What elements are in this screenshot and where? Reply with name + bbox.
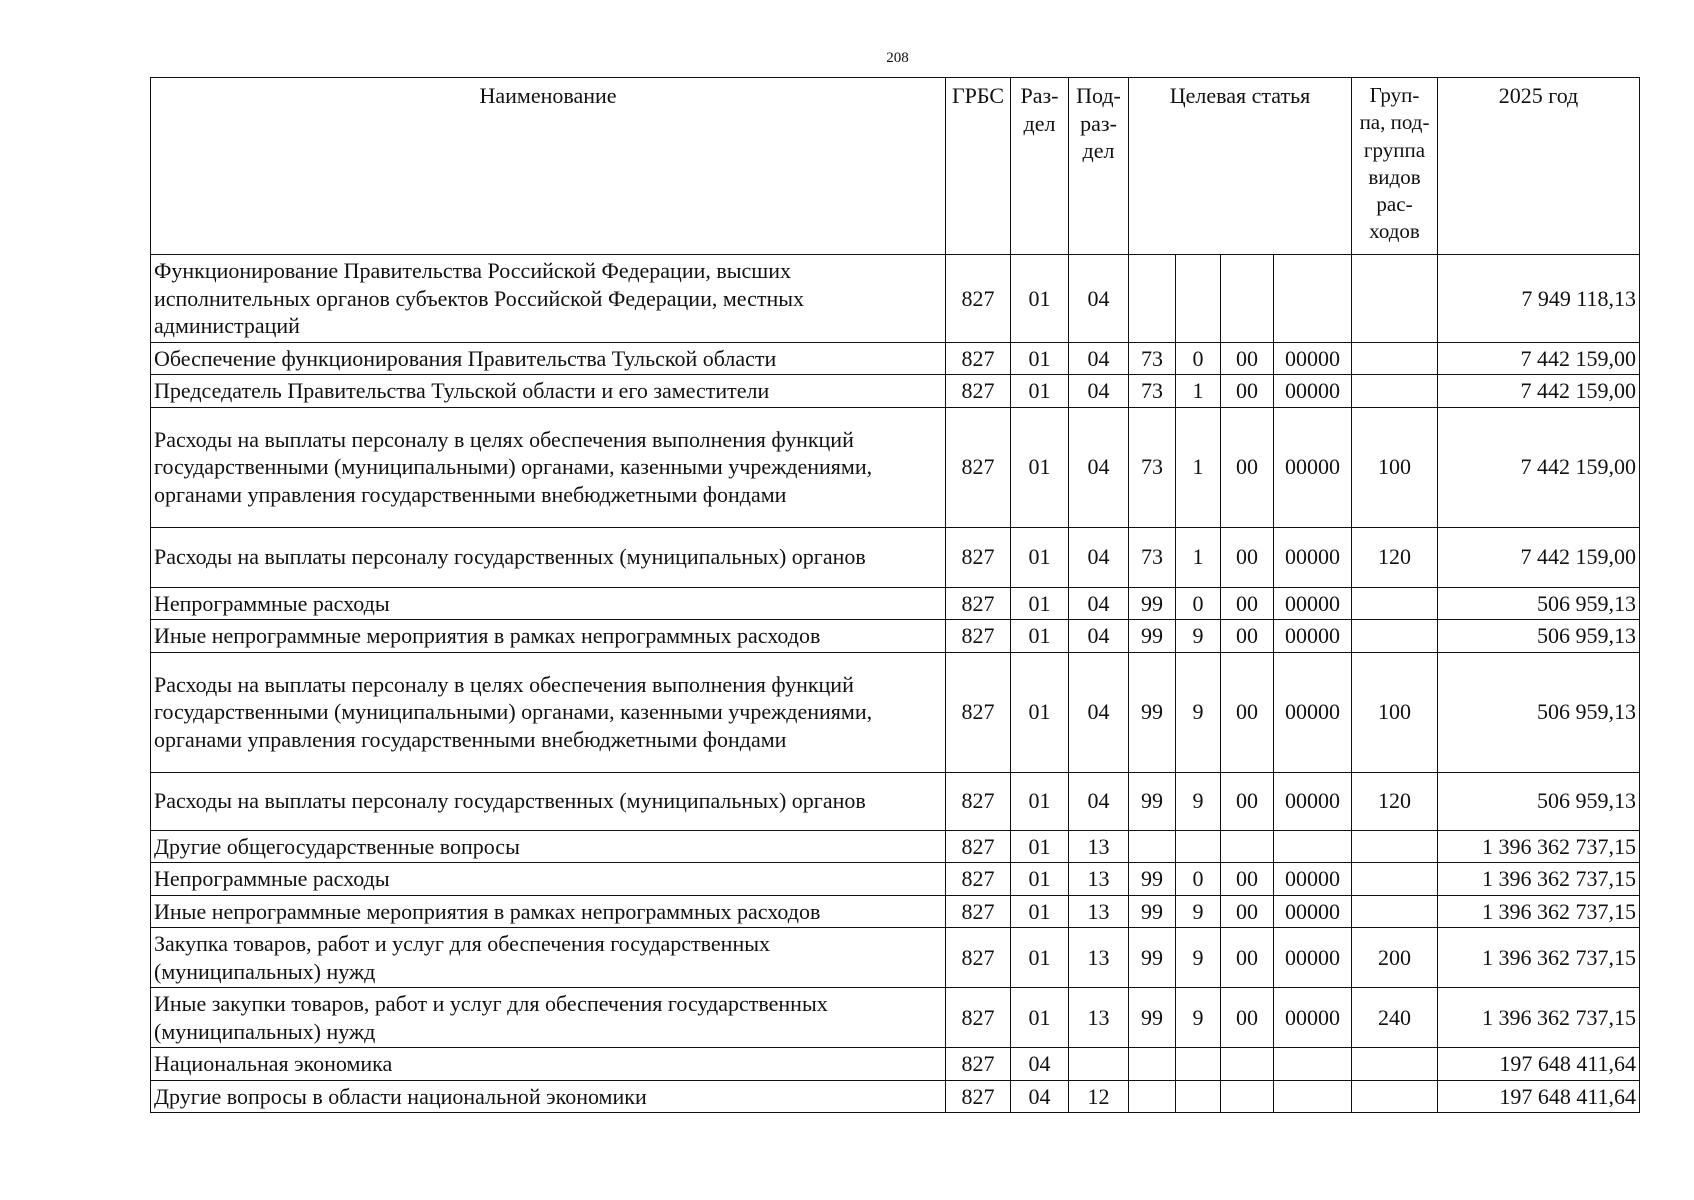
cell-target-measure: 00: [1221, 527, 1274, 587]
cell-podrazdel: 04: [1069, 255, 1129, 343]
cell-name: Другие общегосударственные вопросы: [151, 830, 946, 863]
cell-amount: 197 648 411,64: [1438, 1048, 1640, 1081]
cell-razdel: 01: [1011, 830, 1069, 863]
cell-razdel: 01: [1011, 928, 1069, 988]
cell-grbs: 827: [946, 1080, 1011, 1113]
cell-amount: 1 396 362 737,15: [1438, 863, 1640, 896]
table-row: [151, 255, 1640, 343]
cell-expense-group: 120: [1352, 527, 1438, 587]
cell-target-program: [1129, 830, 1176, 863]
cell-podrazdel: [1069, 1048, 1129, 1081]
cell-name: Национальная экономика: [151, 1048, 946, 1081]
cell-amount: 1 396 362 737,15: [1438, 830, 1640, 863]
cell-grbs: 827: [946, 255, 1011, 343]
cell-target-direction: [1274, 830, 1352, 863]
cell-target-measure: 00: [1221, 375, 1274, 408]
cell-razdel: 01: [1011, 375, 1069, 408]
cell-name: Расходы на выплаты персоналу государственных (муниципальных) органов: [151, 527, 946, 587]
cell-razdel: 01: [1011, 255, 1069, 343]
cell-target-subprogram: 9: [1176, 620, 1221, 653]
cell-expense-group: 200: [1352, 928, 1438, 988]
cell-name: Непрограммные расходы: [151, 863, 946, 896]
cell-target-subprogram: 0: [1176, 587, 1221, 620]
cell-target-direction: 00000: [1274, 895, 1352, 928]
cell-target-program: [1129, 1080, 1176, 1113]
cell-name: Иные непрограммные мероприятия в рамках непрограммных расходов: [151, 895, 946, 928]
cell-grbs: 827: [946, 830, 1011, 863]
cell-expense-group: [1352, 620, 1438, 653]
cell-target-subprogram: 1: [1176, 375, 1221, 408]
cell-target-program: 99: [1129, 928, 1176, 988]
cell-expense-group: 100: [1352, 652, 1438, 772]
cell-amount: 7 442 159,00: [1438, 342, 1640, 375]
cell-target-direction: [1274, 1080, 1352, 1113]
cell-grbs: 827: [946, 620, 1011, 653]
table-row: [151, 895, 1640, 928]
cell-target-direction: 00000: [1274, 988, 1352, 1048]
header-row: [151, 78, 1640, 255]
cell-amount: 7 442 159,00: [1438, 407, 1640, 527]
cell-grbs: 827: [946, 988, 1011, 1048]
table-row: [151, 620, 1640, 653]
cell-podrazdel: 04: [1069, 652, 1129, 772]
table-row: [151, 1048, 1640, 1081]
cell-podrazdel: 04: [1069, 375, 1129, 408]
cell-expense-group: 120: [1352, 772, 1438, 830]
cell-target-direction: 00000: [1274, 587, 1352, 620]
cell-target-direction: 00000: [1274, 863, 1352, 896]
cell-target-measure: 00: [1221, 928, 1274, 988]
cell-podrazdel: 13: [1069, 988, 1129, 1048]
cell-podrazdel: 12: [1069, 1080, 1129, 1113]
cell-podrazdel: 04: [1069, 772, 1129, 830]
table-body: [151, 255, 1640, 1113]
table-row: [151, 342, 1640, 375]
cell-target-measure: 00: [1221, 587, 1274, 620]
header-expense-group: Груп- па, под- группа видов рас- ходов: [1352, 78, 1438, 255]
cell-razdel: 01: [1011, 652, 1069, 772]
table-row: [151, 375, 1640, 408]
cell-expense-group: [1352, 895, 1438, 928]
table-row: [151, 652, 1640, 772]
table-row: [151, 407, 1640, 527]
header-year-2025: 2025 год: [1438, 78, 1640, 255]
cell-target-direction: 00000: [1274, 375, 1352, 408]
cell-razdel: 01: [1011, 772, 1069, 830]
cell-target-direction: 00000: [1274, 527, 1352, 587]
cell-target-program: 99: [1129, 587, 1176, 620]
header-target-article: Целевая статья: [1129, 78, 1352, 255]
cell-expense-group: 100: [1352, 407, 1438, 527]
cell-target-program: 73: [1129, 342, 1176, 375]
cell-razdel: 01: [1011, 527, 1069, 587]
cell-target-measure: 00: [1221, 342, 1274, 375]
cell-razdel: 01: [1011, 988, 1069, 1048]
cell-target-subprogram: 1: [1176, 407, 1221, 527]
cell-razdel: 01: [1011, 620, 1069, 653]
cell-target-subprogram: 9: [1176, 895, 1221, 928]
cell-target-subprogram: 9: [1176, 652, 1221, 772]
table-row: [151, 988, 1640, 1048]
cell-name: Председатель Правительства Тульской области и его заместители: [151, 375, 946, 408]
cell-target-subprogram: 0: [1176, 863, 1221, 896]
cell-grbs: 827: [946, 772, 1011, 830]
cell-target-subprogram: [1176, 1048, 1221, 1081]
cell-razdel: 04: [1011, 1080, 1069, 1113]
cell-target-program: 99: [1129, 863, 1176, 896]
table-row: [151, 830, 1640, 863]
cell-target-direction: 00000: [1274, 928, 1352, 988]
cell-expense-group: 240: [1352, 988, 1438, 1048]
cell-target-program: 73: [1129, 375, 1176, 408]
cell-target-measure: [1221, 1048, 1274, 1081]
cell-grbs: 827: [946, 407, 1011, 527]
table-row: [151, 928, 1640, 988]
cell-target-measure: [1221, 1080, 1274, 1113]
cell-target-direction: 00000: [1274, 407, 1352, 527]
cell-target-program: 99: [1129, 620, 1176, 653]
cell-amount: 7 442 159,00: [1438, 527, 1640, 587]
cell-target-measure: 00: [1221, 652, 1274, 772]
header-name: Наименование: [151, 78, 946, 255]
cell-expense-group: [1352, 587, 1438, 620]
cell-podrazdel: 13: [1069, 895, 1129, 928]
cell-target-subprogram: 1: [1176, 527, 1221, 587]
cell-target-program: 99: [1129, 988, 1176, 1048]
cell-target-measure: 00: [1221, 895, 1274, 928]
cell-expense-group: [1352, 342, 1438, 375]
cell-name: Расходы на выплаты персоналу в целях обеспечения выполнения функций государственными (муниципальными) органами, казенными учреждениями, органами управления государственными внебюджетными фондами: [151, 652, 946, 772]
cell-target-program: 99: [1129, 895, 1176, 928]
cell-podrazdel: 04: [1069, 407, 1129, 527]
cell-amount: 7 949 118,13: [1438, 255, 1640, 343]
cell-expense-group: [1352, 255, 1438, 343]
cell-target-measure: [1221, 830, 1274, 863]
cell-podrazdel: 04: [1069, 527, 1129, 587]
cell-expense-group: [1352, 1080, 1438, 1113]
cell-name: Закупка товаров, работ и услуг для обеспечения государственных (муниципальных) нужд: [151, 928, 946, 988]
cell-amount: 506 959,13: [1438, 652, 1640, 772]
cell-podrazdel: 04: [1069, 587, 1129, 620]
cell-name: Иные непрограммные мероприятия в рамках непрограммных расходов: [151, 620, 946, 653]
cell-target-measure: 00: [1221, 407, 1274, 527]
cell-amount: 506 959,13: [1438, 772, 1640, 830]
cell-razdel: 01: [1011, 407, 1069, 527]
cell-target-subprogram: [1176, 1080, 1221, 1113]
cell-expense-group: [1352, 863, 1438, 896]
cell-grbs: 827: [946, 1048, 1011, 1081]
cell-expense-group: [1352, 375, 1438, 408]
cell-name: Расходы на выплаты персоналу государственных (муниципальных) органов: [151, 772, 946, 830]
cell-amount: 506 959,13: [1438, 620, 1640, 653]
cell-target-subprogram: 9: [1176, 928, 1221, 988]
header-grbs: ГРБС: [946, 78, 1011, 255]
cell-amount: 197 648 411,64: [1438, 1080, 1640, 1113]
cell-amount: 1 396 362 737,15: [1438, 988, 1640, 1048]
cell-razdel: 04: [1011, 1048, 1069, 1081]
cell-grbs: 827: [946, 895, 1011, 928]
header-razdel: Раз- дел: [1011, 78, 1069, 255]
cell-amount: 1 396 362 737,15: [1438, 928, 1640, 988]
cell-podrazdel: 04: [1069, 620, 1129, 653]
cell-target-direction: [1274, 255, 1352, 343]
cell-target-program: 99: [1129, 652, 1176, 772]
cell-amount: 7 442 159,00: [1438, 375, 1640, 408]
table-row: [151, 527, 1640, 587]
cell-target-measure: 00: [1221, 620, 1274, 653]
cell-expense-group: [1352, 1048, 1438, 1081]
cell-name: Другие вопросы в области национальной экономики: [151, 1080, 946, 1113]
cell-expense-group: [1352, 830, 1438, 863]
cell-target-direction: 00000: [1274, 620, 1352, 653]
cell-target-subprogram: 9: [1176, 988, 1221, 1048]
cell-target-measure: [1221, 255, 1274, 343]
cell-target-direction: 00000: [1274, 342, 1352, 375]
table-row: [151, 772, 1640, 830]
cell-target-subprogram: 0: [1176, 342, 1221, 375]
cell-target-subprogram: [1176, 830, 1221, 863]
cell-name: Иные закупки товаров, работ и услуг для обеспечения государственных (муниципальных) нужд: [151, 988, 946, 1048]
cell-razdel: 01: [1011, 342, 1069, 375]
cell-target-direction: [1274, 1048, 1352, 1081]
cell-grbs: 827: [946, 863, 1011, 896]
header-podrazdel: Под- раз- дел: [1069, 78, 1129, 255]
cell-name: Обеспечение функционирования Правительства Тульской области: [151, 342, 946, 375]
cell-target-program: 73: [1129, 527, 1176, 587]
cell-podrazdel: 13: [1069, 830, 1129, 863]
cell-target-subprogram: [1176, 255, 1221, 343]
cell-grbs: 827: [946, 652, 1011, 772]
budget-table: [150, 77, 1640, 1113]
cell-target-program: 99: [1129, 772, 1176, 830]
cell-razdel: 01: [1011, 895, 1069, 928]
cell-podrazdel: 04: [1069, 342, 1129, 375]
cell-name: Функционирование Правительства Российской Федерации, высших исполнительных органов субъектов Российской Федерации, местных администраций: [151, 255, 946, 343]
cell-razdel: 01: [1011, 587, 1069, 620]
cell-target-program: [1129, 1048, 1176, 1081]
cell-name: Непрограммные расходы: [151, 587, 946, 620]
cell-razdel: 01: [1011, 863, 1069, 896]
cell-grbs: 827: [946, 527, 1011, 587]
cell-amount: 1 396 362 737,15: [1438, 895, 1640, 928]
cell-target-measure: 00: [1221, 988, 1274, 1048]
cell-name: Расходы на выплаты персоналу в целях обеспечения выполнения функций государственными (муниципальными) органами, казенными учреждениями, органами управления государственными внебюджетными фондами: [151, 407, 946, 527]
cell-grbs: 827: [946, 587, 1011, 620]
cell-podrazdel: 13: [1069, 928, 1129, 988]
cell-grbs: 827: [946, 342, 1011, 375]
cell-grbs: 827: [946, 375, 1011, 408]
cell-target-measure: 00: [1221, 863, 1274, 896]
cell-grbs: 827: [946, 928, 1011, 988]
table-row: [151, 1080, 1640, 1113]
cell-target-direction: 00000: [1274, 652, 1352, 772]
table-row: [151, 587, 1640, 620]
cell-podrazdel: 13: [1069, 863, 1129, 896]
table-row: [151, 863, 1640, 896]
cell-target-program: [1129, 255, 1176, 343]
cell-amount: 506 959,13: [1438, 587, 1640, 620]
cell-target-subprogram: 9: [1176, 772, 1221, 830]
cell-target-direction: 00000: [1274, 772, 1352, 830]
cell-target-program: 73: [1129, 407, 1176, 527]
cell-target-measure: 00: [1221, 772, 1274, 830]
page-number: 208: [886, 50, 909, 66]
